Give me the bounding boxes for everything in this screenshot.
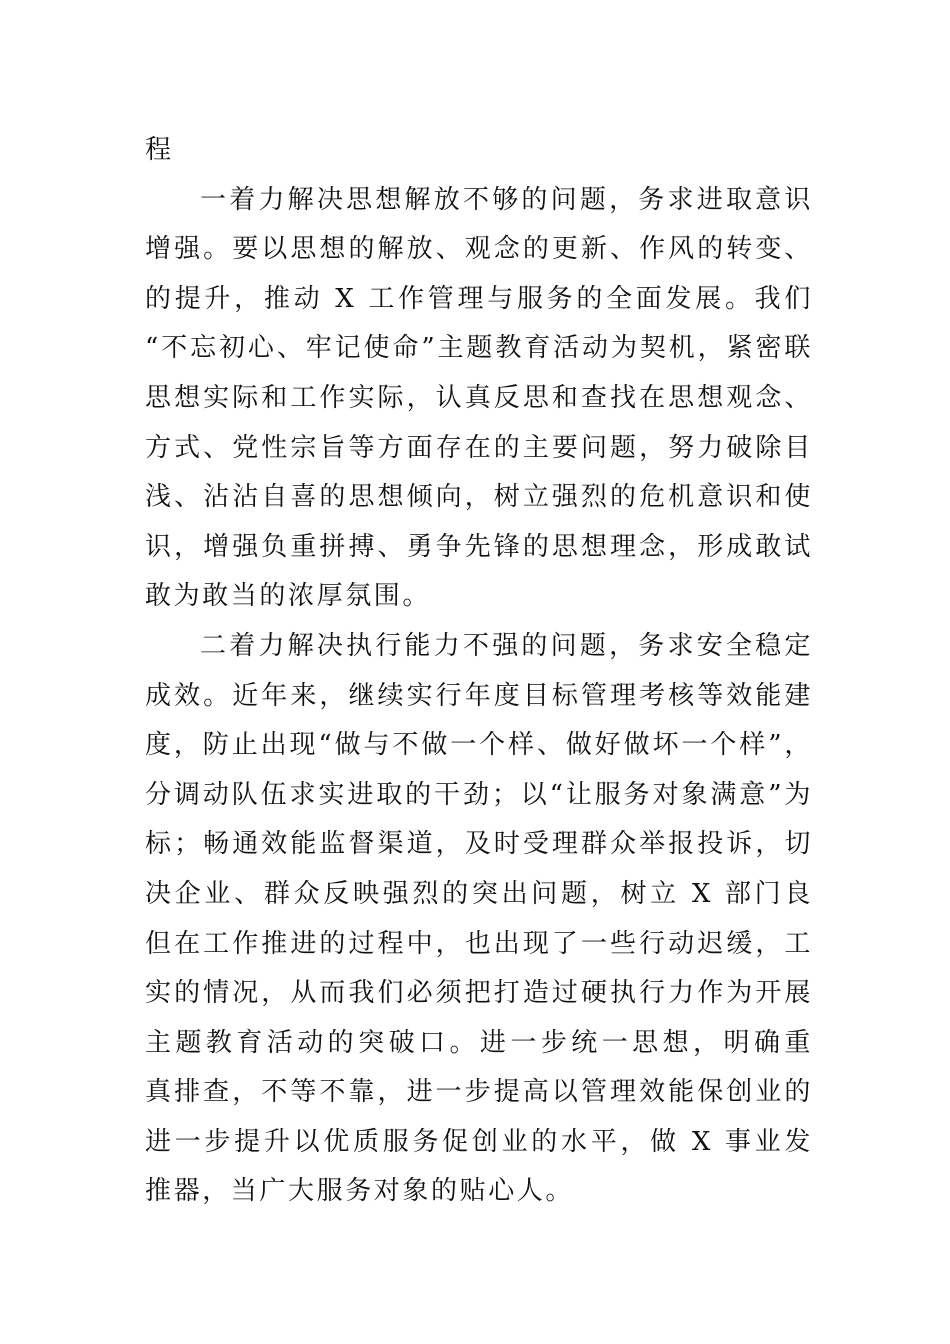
- text-line: 的提升，推动 X 工作管理与服务的全面发展。我们: [145, 283, 813, 314]
- text-line: 方式、党性宗旨等方面存在的主要问题，努力破除目: [145, 432, 813, 463]
- text-line: 成效。近年来，继续实行年度目标管理考核等效能建: [145, 680, 813, 711]
- text-line: 分调动队伍求实进取的干劲；以“让服务对象满意”为: [145, 779, 813, 810]
- text-line: 二着力解决执行能力不强的问题，务求安全稳定: [200, 630, 813, 661]
- text-line: 浅、沾沾自喜的思想倾向，树立强烈的危机意识和使: [145, 482, 813, 513]
- text-line: 进一步提升以优质服务促创业的水平，做 X 事业发: [145, 1126, 813, 1157]
- text-line: 增强。要以思想的解放、观念的更新、作风的转变、: [145, 234, 813, 265]
- text-line: 程: [145, 135, 174, 165]
- text-line: 主题教育活动的突破口。进一步统一思想，明确重: [145, 1027, 813, 1058]
- text-line: 思想实际和工作实际，认真反思和查找在思想观念、: [145, 382, 813, 413]
- text-line: 一着力解决思想解放不够的问题，务求进取意识: [200, 184, 813, 215]
- text-line: 但在工作推进的过程中，也出现了一些行动迟缓，工: [145, 928, 813, 959]
- text-line: 敢为敢当的浓厚氛围。: [145, 581, 432, 612]
- text-line: 推器，当广大服务对象的贴心人。: [145, 1176, 575, 1207]
- text-line: 实的情况，从而我们必须把打造过硬执行力作为开展: [145, 978, 813, 1009]
- text-line: 标；畅通效能监督渠道，及时受理群众举报投诉，切: [145, 829, 813, 860]
- text-line: 真排查，不等不靠，进一步提高以管理效能保创业的: [145, 1077, 813, 1108]
- text-line: 度，防止出现“做与不做一个样、做好做坏一个样”，: [145, 730, 813, 761]
- paragraph-1: [145, 176, 813, 622]
- text-line: 决企业、群众反映强烈的突出问题，树立 X 部门良: [145, 878, 813, 909]
- text-line: 识，增强负重拼搏、勇争先锋的思想理念，形成敢试: [145, 531, 813, 562]
- document-body: [145, 126, 813, 1217]
- text-line: “不忘初心、牢记使命”主题教育活动为契机，紧密联: [145, 333, 813, 364]
- paragraph-2: [145, 622, 813, 1217]
- paragraph-continuation: [145, 126, 813, 176]
